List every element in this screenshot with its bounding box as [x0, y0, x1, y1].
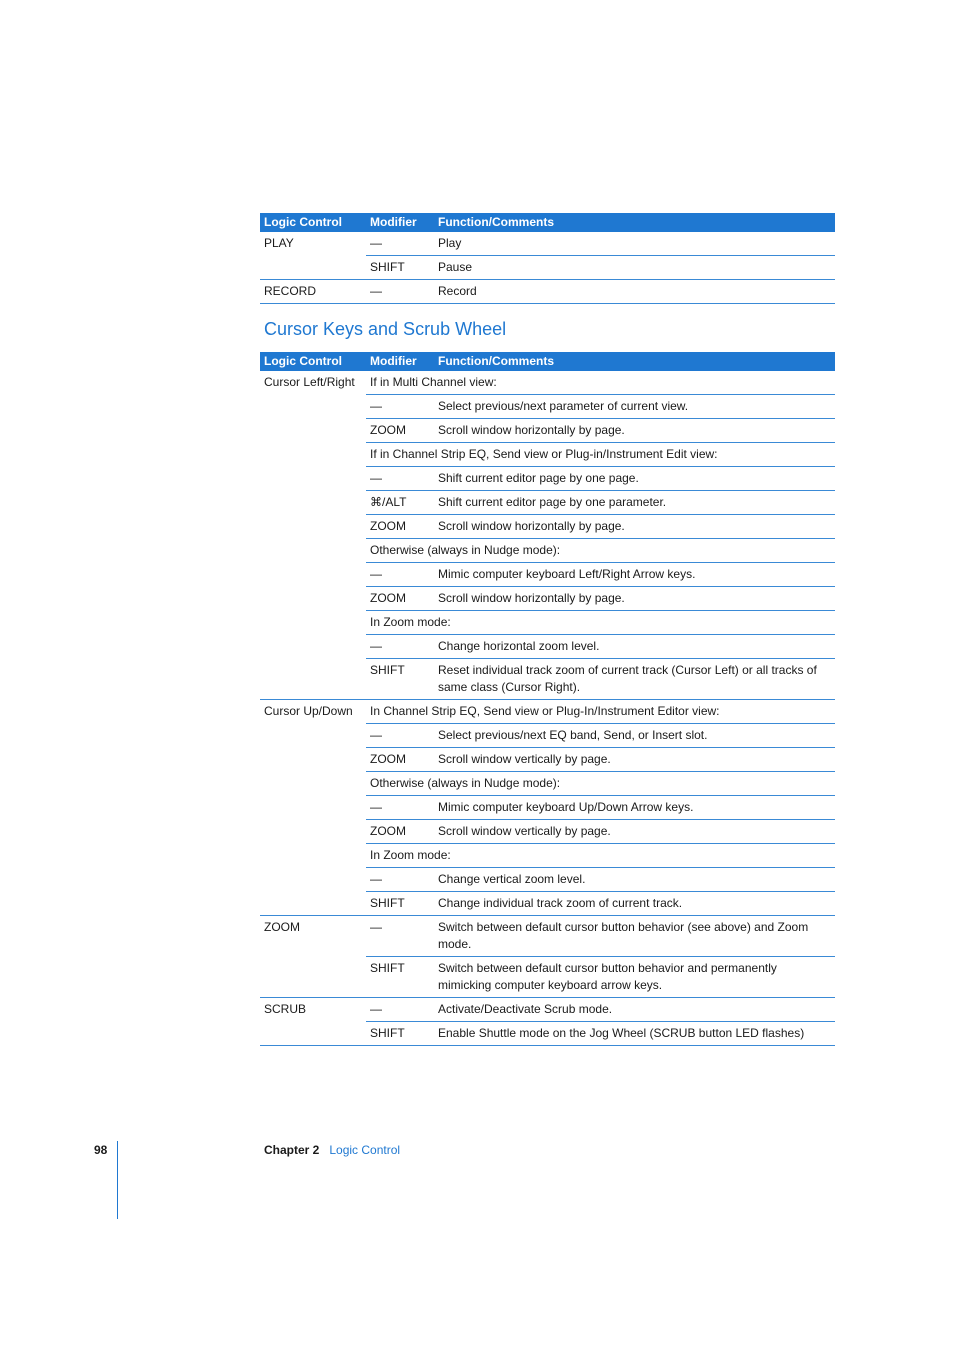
function-cell: Change vertical zoom level. — [434, 868, 835, 892]
table-row — [260, 998, 835, 1022]
function-cell: Mimic computer keyboard Left/Right Arrow keys. — [434, 563, 835, 587]
function-cell: Record — [434, 280, 835, 304]
control-cell: RECORD — [260, 280, 366, 304]
modifier-cell: — — [366, 868, 434, 892]
modifier-cell: ZOOM — [366, 587, 434, 611]
modifier-cell: ZOOM — [366, 515, 434, 539]
function-cell: Activate/Deactivate Scrub mode. — [434, 998, 835, 1022]
function-cell: Change horizontal zoom level. — [434, 635, 835, 659]
modifier-cell: — — [366, 635, 434, 659]
page-number: 98 — [94, 1143, 108, 1157]
chapter-title-link[interactable]: Logic Control — [329, 1143, 401, 1157]
control-cell: SCRUB — [260, 998, 366, 1046]
function-cell: Play — [434, 232, 835, 256]
function-cell: Switch between default cursor button behavior (see above) and Zoom mode. — [434, 916, 835, 957]
modifier-cell: — — [366, 395, 434, 419]
function-cell: Shift current editor page by one parameter. — [434, 491, 835, 515]
function-cell: Scroll window vertically by page. — [434, 820, 835, 844]
condition-note: In Zoom mode: — [366, 611, 835, 635]
modifier-cell: SHIFT — [366, 256, 434, 280]
control-cell: PLAY — [260, 232, 366, 280]
condition-note: If in Channel Strip EQ, Send view or Plug-in/Instrument Edit view: — [366, 443, 835, 467]
header-function: Function/Comments — [434, 352, 835, 371]
footer-chapter — [264, 1143, 400, 1157]
modifier-cell: ⌘/ALT — [366, 491, 434, 515]
control-cell: ZOOM — [260, 916, 366, 998]
modifier-cell: — — [366, 998, 434, 1022]
control-cell: Cursor Up/Down — [260, 700, 366, 916]
modifier-cell: SHIFT — [366, 892, 434, 916]
function-cell: Scroll window horizontally by page. — [434, 419, 835, 443]
condition-note: Otherwise (always in Nudge mode): — [366, 772, 835, 796]
table-body — [260, 371, 835, 1046]
function-cell: Scroll window horizontally by page. — [434, 587, 835, 611]
table-row — [260, 700, 835, 724]
header-modifier: Modifier — [366, 213, 434, 232]
function-cell: Switch between default cursor button behavior and permanently mimicking computer keyboard arrow keys. — [434, 957, 835, 998]
function-cell: Scroll window horizontally by page. — [434, 515, 835, 539]
modifier-cell: SHIFT — [366, 659, 434, 700]
table-play-record — [260, 213, 835, 304]
function-cell: Enable Shuttle mode on the Jog Wheel (SCRUB button LED flashes) — [434, 1022, 835, 1046]
function-cell: Scroll window vertically by page. — [434, 748, 835, 772]
modifier-cell: — — [366, 916, 434, 957]
modifier-cell: — — [366, 280, 434, 304]
chapter-label: Chapter 2 — [264, 1143, 320, 1157]
function-cell: Select previous/next EQ band, Send, or Insert slot. — [434, 724, 835, 748]
section-heading: Cursor Keys and Scrub Wheel — [264, 319, 507, 339]
function-cell: Select previous/next parameter of current view. — [434, 395, 835, 419]
modifier-cell: — — [366, 563, 434, 587]
condition-note: In Channel Strip EQ, Send view or Plug-In/Instrument Editor view: — [366, 700, 835, 724]
table-row — [260, 280, 835, 304]
header-function: Function/Comments — [434, 213, 835, 232]
table-row — [260, 371, 835, 395]
function-cell: Mimic computer keyboard Up/Down Arrow keys. — [434, 796, 835, 820]
footer-divider — [117, 1141, 118, 1219]
modifier-cell: — — [366, 724, 434, 748]
modifier-cell: — — [366, 467, 434, 491]
modifier-cell: SHIFT — [366, 1022, 434, 1046]
condition-note: If in Multi Channel view: — [366, 371, 835, 395]
function-cell: Change individual track zoom of current track. — [434, 892, 835, 916]
control-cell: Cursor Left/Right — [260, 371, 366, 700]
table-header-row — [260, 352, 835, 371]
modifier-cell: SHIFT — [366, 957, 434, 998]
modifier-cell: ZOOM — [366, 748, 434, 772]
function-cell: Reset individual track zoom of current track (Cursor Left) or all tracks of same class (Cursor Right). — [434, 659, 835, 700]
table-row — [260, 232, 835, 256]
header-logic-control: Logic Control — [260, 352, 366, 371]
modifier-cell: — — [366, 232, 434, 256]
condition-note: Otherwise (always in Nudge mode): — [366, 539, 835, 563]
table-cursor-keys — [260, 352, 835, 1046]
function-cell: Pause — [434, 256, 835, 280]
table-row — [260, 916, 835, 957]
function-cell: Shift current editor page by one page. — [434, 467, 835, 491]
modifier-cell: ZOOM — [366, 419, 434, 443]
condition-note: In Zoom mode: — [366, 844, 835, 868]
modifier-cell: — — [366, 796, 434, 820]
modifier-cell: ZOOM — [366, 820, 434, 844]
header-logic-control: Logic Control — [260, 213, 366, 232]
header-modifier: Modifier — [366, 352, 434, 371]
table-header-row — [260, 213, 835, 232]
